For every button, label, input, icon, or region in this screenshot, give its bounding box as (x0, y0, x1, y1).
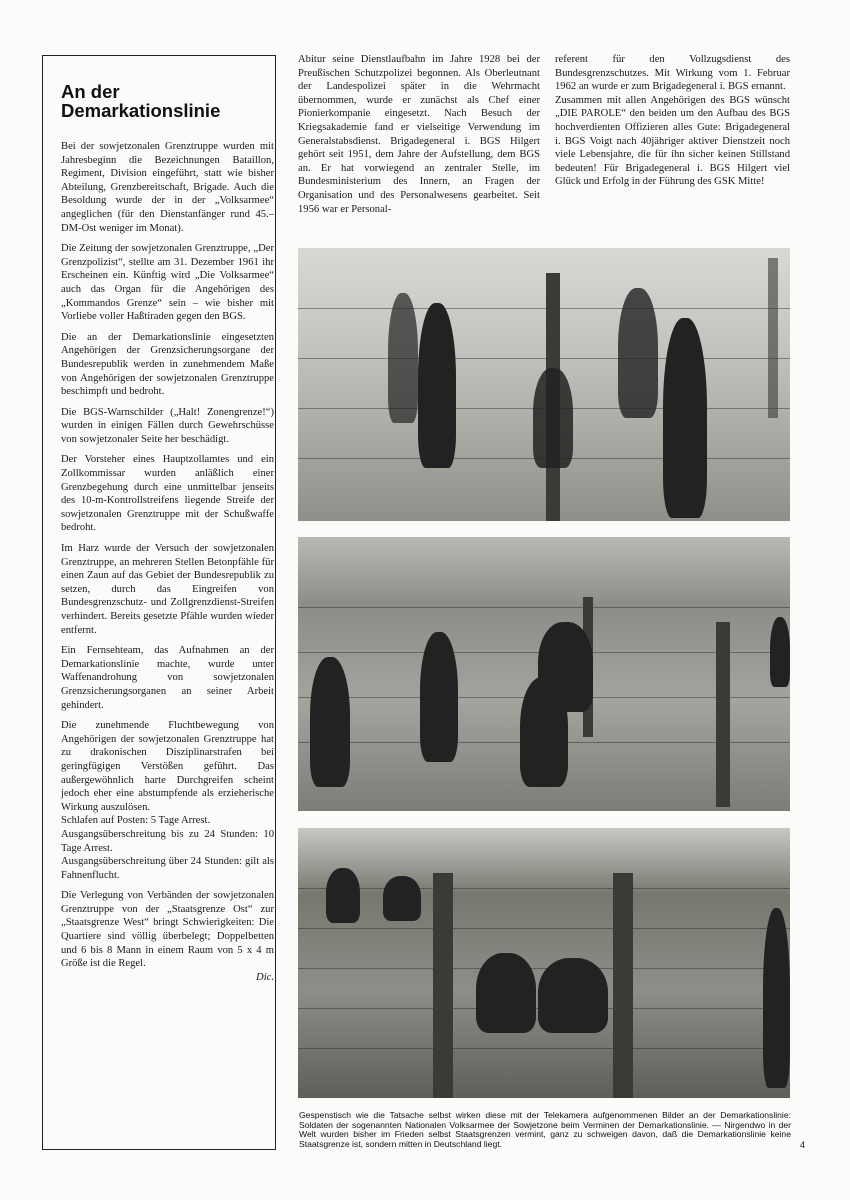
paragraph: Die BGS-Warnschilder („Halt! Zonengrenze!“) wurden in einigen Fällen durch Gewehrschüsse von sowjetzonaler Seite her beschädigt. (61, 406, 274, 445)
paragraph: Bei der sowjetzonalen Grenztruppe wurden mit Jahresbeginn die Bezeichnungen Bataillon, Regiment, Division eingeführt, statt wie bisher Abteilung, Grenzbereitschaft, Brigade. Auch die Besoldung wurde der in der „Volksarmee“ angeglichen (für den Dienstanfänger rund 45.– DM-Ost weniger im Monat). (61, 141, 274, 234)
paragraph: Die Verlegung von Verbänden der sowjetzonalen Grenztruppe von der „Staatsgrenze Ost“ zur „Staatsgrenze West“ bringt Schwierigkeiten: Die Quartiere sind völlig überbelegt; Doppelbetten und 6 bis 8 Mann in einem Raum von 5 x 4 m Größe ist die Regel. (61, 890, 274, 970)
paragraph: Ein Fernsehteam, das Aufnahmen an der Demarkationslinie machte, wurde unter Waffenandrohung von sowjetzonalen Grenzsicherungsorganen an seiner Arbeit gehindert. (61, 645, 274, 711)
penalty-line: Ausgangsüberschreitung über 24 Stunden: gilt als Fahnenflucht. (61, 856, 274, 881)
paragraph: Die an der Demarkationslinie eingesetzten Angehörigen der Grenzsicherungsorgane der Bundesrepublik werden in zunehmendem Maße von Angehörigen der sowjetzonalen Grenztruppe beschimpft und bedroht. (61, 331, 274, 398)
paragraph: Abitur seine Dienstlaufbahn im Jahre 1928 bei der Preußischen Schutzpolizei begonnen. Als Oberleutnant der Landespolizei später in die Wehrmacht übernommen, wurde er zunächst als Chef einer Pionierkompanie eingesetzt. Nach Besuch der Kriegsakademie fand er vielseitige Verwendung im Generalstabsdienst. Brigadegeneral i. BGS Hilgert gehört seit 1951, dem Jahre der Aufstellung, dem BGS an. Er hat vorwiegend an zentraler Stelle, im Bundesministerium des Innern, an Fragen der Organisation und des Personalwesens gearbeitet. Seit 1956 war er Personal- (298, 54, 540, 215)
article-body (61, 140, 274, 991)
page-number: 4 (800, 1140, 806, 1150)
paragraph: Der Vorsteher eines Hauptzollamtes und ein Zollkommissar wurden anläßlich einer Grenzbegehung durch eine unmittelbar jenseits des 10-m-Kontrollstreifens liegende Streife der sowjetzonalen Grenztruppe mit der Schußwaffe bedroht. (61, 454, 274, 534)
paragraph: referent für den Vollzugsdienst des Bundesgrenzschutzes. Mit Wirkung vom 1. Februar 1962 an wurde er zum Brigadegeneral i. BGS ernannt. (555, 54, 790, 93)
paragraph: Die zunehmende Fluchtbewegung von Angehörigen der sowjetzonalen Grenztruppe hat zu drakonischen Disziplinarstrafen bei geringfügigen Verstößen geführt. Das außergewöhnlich harte Durchgreifen scheint jedoch eher eine abstumpfende als erzieherische Wirkung auszulösen. (61, 720, 274, 813)
author-signature: Dic. (256, 971, 274, 983)
paragraph: Im Harz wurde der Versuch der sowjetzonalen Grenztruppe, an mehreren Stellen Betonpfähle für einen Zaun auf das Gebiet der Bundesrepublik zu setzen, durch das Eingreifen von Bundesgrenzschutz- und Zollgrenzdienst-Streifen verhindert. Bereits gesetzte Pfähle wurden wieder entfernt. (61, 543, 274, 636)
headline-line-2: Demarkationslinie (61, 100, 221, 121)
photo-soldiers-laying-mines (298, 828, 790, 1098)
headline-line-1: An der (61, 81, 120, 102)
continued-column-2 (298, 53, 540, 216)
penalty-line: Schlafen auf Posten: 5 Tage Arrest. (61, 815, 211, 827)
penalty-line: Ausgangsüberschreitung bis zu 24 Stunden: 10 Tage Arrest. (61, 828, 274, 854)
photo-soldiers-at-fence-1 (298, 248, 790, 521)
paragraph: Zusammen mit allen Angehörigen des BGS wünscht „DIE PAROLE“ den beiden um den Aufbau des BGS hochverdienten Offizieren alles Gute: Brigadegeneral i. BGS Voigt nach 40jähriger aktiver Dienstzeit noch viele Lebensjahre, die für ihn sicher keinen Stillstand bedeuten! Für Brigadegeneral i. BGS Hilgert viel Glück und Erfolg in der Führung des GSK Mitte! (555, 94, 790, 188)
paragraph: Die Zeitung der sowjetzonalen Grenztruppe, „Der Grenzpolizist“, stellte am 31. Dezember 1961 ihr Erscheinen ein. Künftig wird „Die Volksarmee“ auch das Organ für die Angehörigen des „Kommandos Grenze“ sein – wie bisher mit Vorliebe voller Haßtiraden gegen den BGS. (61, 243, 274, 323)
continued-column-3 (555, 53, 790, 189)
photo-soldiers-at-fence-2 (298, 537, 790, 811)
headline (61, 82, 271, 120)
photo-caption: Gespenstisch wie die Tatsache selbst wirken diese mit der Telekamera aufgenommenen Bilder an der Demarkationslinie: Soldaten der sogenannten Nationalen Volksarmee der Sowjetzone beim Verminen der Demarkationslinie. — Nirgendwo in der Welt wurden bisher im Frieden selbst Staatsgrenzen vermint, ganz zu schweigen davon, daß die Demarkationslinie keine Staatsgrenze ist, sondern mitten in Deutschland liegt. (299, 1110, 791, 1149)
